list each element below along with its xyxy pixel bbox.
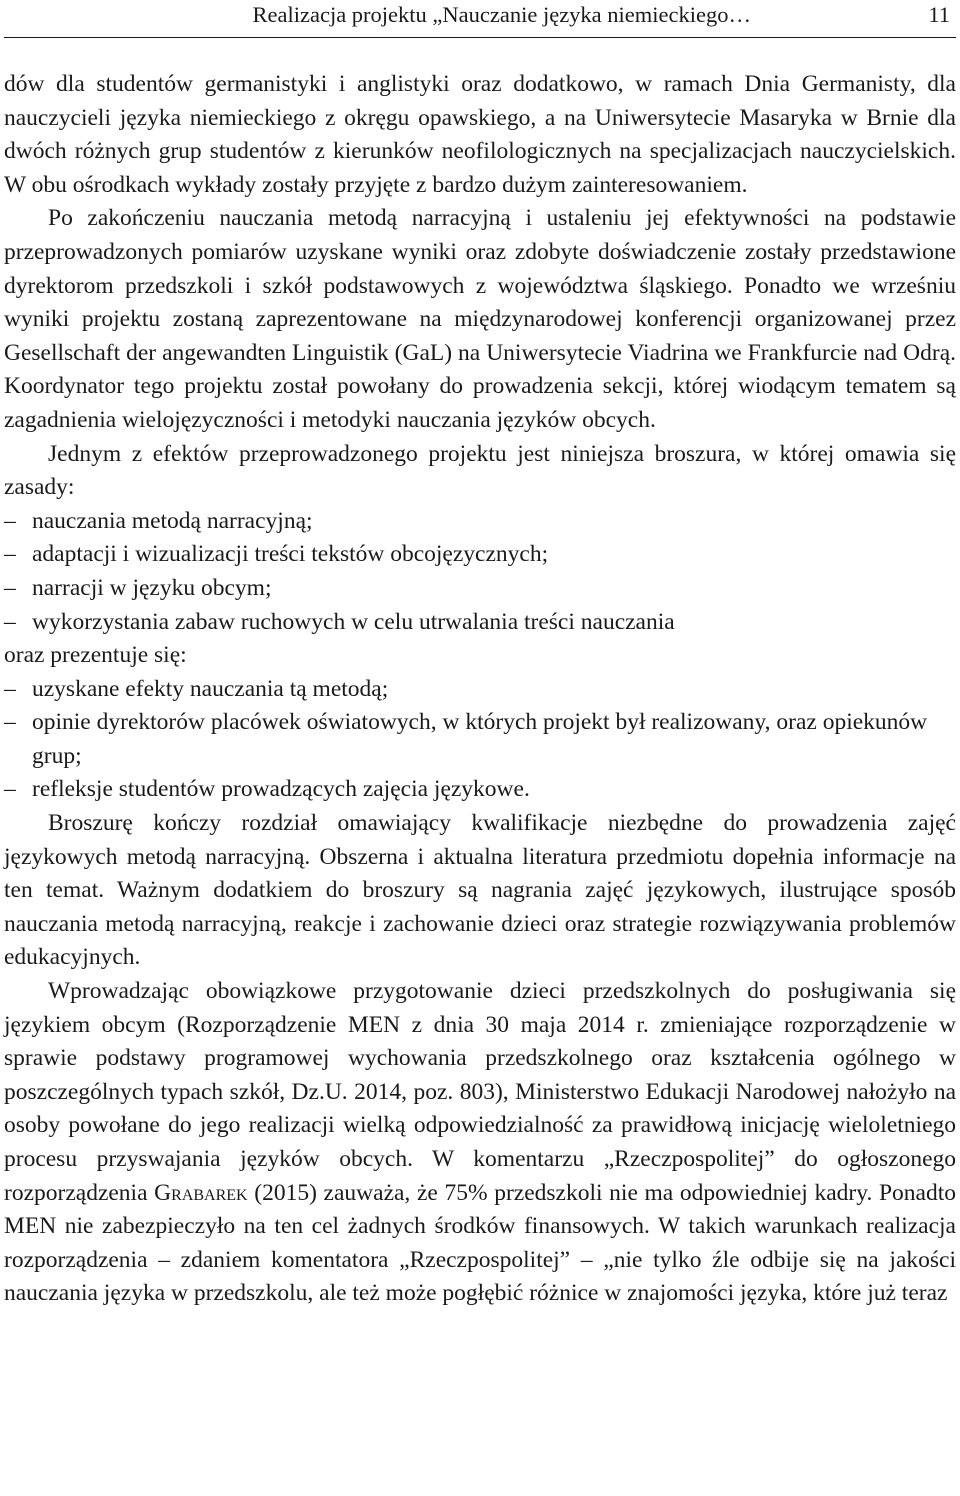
results-list	[4, 673, 956, 807]
list-item: – uzyskane efekty nauczania tą metodą;	[4, 673, 956, 707]
paragraph-3: Jednym z efektów przeprowadzonego projektu jest niniejsza broszura, w której omawia się zasady:	[4, 440, 956, 501]
paragraph-2: Po zakończeniu nauczania metodą narracyjną i ustaleniu jej efektywności na podstawie przeprowadzonych pomiarów uzyskane wyniki oraz zdobyte doświadczenie zostały przedstawione dyrektorom przedszkoli i szkół podstawowych z województwa śląskiego. Ponadto we wrześniu wyniki projektu zostaną zaprezentowane na międzynarodowej konferencji organizowanej przez Gesellschaft der angewandten Linguistik (GaL) na Uniwersytecie Viadrina we Frankfurcie nad Odrą. Koordynator tego projektu został powołany do prowadzenia sekcji, której wiodącym tematem są zagadnienia wielojęzyczności i metodyki nauczania języków obcych.	[4, 205, 956, 433]
list-item: – refleksje studentów prowadzących zajęcia językowe.	[4, 773, 956, 807]
principles-list	[4, 505, 956, 639]
paragraph-1: dów dla studentów germanistyki i anglistyki oraz dodatkowo, w ramach Dnia Germanisty, dla nauczycieli języka niemieckiego z okręgu opawskiego, a na Uniwersytecie Masaryka w Brnie dla dwóch różnych grup studentów z kierunków neofilologicznych na specjalizacjach nauczycielskich. W obu ośrodkach wykłady zostały przyjęte z bardzo dużym zainteresowaniem.	[4, 71, 956, 198]
page-number: 11	[928, 2, 950, 27]
body-text	[4, 38, 956, 1311]
paragraph-5-part-a: Wprowadzając obowiązkowe przygotowanie dzieci przedszkolnych do posługiwania się językiem obcym (Rozporządzenie MEN z dnia 30 maja 2014 r. zmieniające rozporządzenie w sprawie podstawy programowej wychowania przedszkolnego oraz kształcenia ogólnego w poszczególnych typach szkół, Dz.U. 2014, poz. 803), Ministerstwo Edukacji Narodowej nałożyło na osoby powołane do jego realizacji wielką odpowiedzialność za prawidłową inicjację wieloletniego procesu przyswajania języków obcych. W komentarzu „Rzeczpospolitej” do ogłoszonego rozporządzenia	[4, 978, 956, 1206]
list-item: – narracji w języku obcym;	[4, 572, 956, 606]
paragraph-5	[4, 975, 956, 1311]
cited-author: Grabarek	[154, 1179, 248, 1206]
list-item: – nauczania metodą narracyjną;	[4, 505, 956, 539]
list-item: – opinie dyrektorów placówek oświatowych, w których projekt był realizowany, oraz opiekunów grup;	[4, 706, 956, 773]
paragraph-5-part-b: (2015) zauważa, że 75% przedszkoli nie ma odpowiedniej kadry. Ponadto MEN nie zabezpieczyło na ten cel żadnych środków finansowych. W takich warunkach realizacja rozporządzenia – zdaniem komentatora „Rzeczpospolitej” – „nie tylko źle odbije się na jakości nauczania języka w przedszkolu, ale też może pogłębić różnice w znajomości języka, które już teraz	[4, 1179, 956, 1307]
running-title: Realizacja projektu „Nauczanie języka niemieckiego…	[252, 2, 751, 27]
running-header	[4, 0, 956, 37]
list-connector: oraz prezentuje się:	[4, 642, 187, 669]
list-item: – adaptacji i wizualizacji treści tekstów obcojęzycznych;	[4, 538, 956, 572]
paragraph-4: Broszurę kończy rozdział omawiający kwalifikacje niezbędne do prowadzenia zajęć językowych metodą narracyjną. Obszerna i aktualna literatura przedmiotu dopełnia informacje na ten temat. Ważnym dodatkiem do broszury są nagrania zajęć językowych, ilustrujące sposób nauczania metodą narracyjną, reakcje i zachowanie dzieci oraz strategie rozwiązywania problemów edukacyjnych.	[4, 810, 956, 971]
list-item: – wykorzystania zabaw ruchowych w celu utrwalania treści nauczania	[4, 606, 956, 640]
